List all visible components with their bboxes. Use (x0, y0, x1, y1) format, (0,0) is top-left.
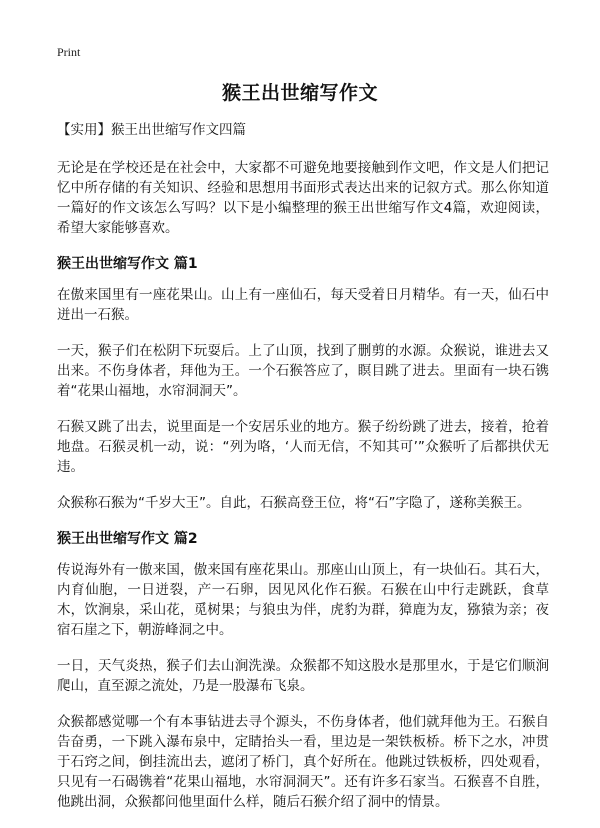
intro-paragraph: 无论是在学校还是在社会中，大家都不可避免地要接触到作文吧，作文是人们把记忆中所存储的有关知识、经验和思想用书面形式表达出来的记叙方式。那么你知道一篇好的作文该怎么写吗？以下是小编整理的猴王出世缩写作文4篇，欢迎阅读，希望大家能够喜欢。 (57, 160, 549, 236)
page-title: 猴王出世缩写作文 (221, 82, 378, 104)
print-link[interactable]: Print (57, 45, 81, 59)
section-paragraph: 传说海外有一傲来国，傲来国有座花果山。那座山山顶上，有一块仙石。其石大，内育仙胞，一日迸裂，产一石卵，因见风化作石猴。石猴在山中行走跳跃，食草木，饮涧泉，采山花，觅树果；与狼虫为伴，虎豹为群，獐鹿为友，猕猿为亲；夜宿石崖之下，朝游峰洞之中。 (57, 562, 549, 638)
section-heading: 猴王出世缩写作文 篇1 (57, 256, 198, 272)
article-body (57, 120, 549, 828)
section-paragraph: 一天，猴子们在松阴下玩耍后。上了山顶，找到了删剪的水源。众猴说，谁进去又出来。不伤身体者，拜他为王。一个石猴答应了，瞑目跳了进去。里面有一块石镌着“花果山福地，水帘洞洞天”。 (57, 343, 549, 399)
section-paragraph: 一日，天气炎热，猴子们去山涧洗澡。众猴都不知这股水是那里水，于是它们顺涧爬山，直至源之流处，乃是一股瀑布飞泉。 (57, 658, 549, 694)
section-2 (57, 529, 549, 812)
article-tag-line: 【实用】猴王出世缩写作文四篇 (57, 122, 246, 138)
section-heading: 猴王出世缩写作文 篇2 (57, 531, 198, 547)
section-paragraph: 众猴都感觉哪一个有本事钻进去寻个源头，不伤身体者，他们就拜他为王。石猴自告奋勇，一下跳入瀑布泉中，定睛抬头一看，里边是一架铁板桥。桥下之水，冲贯于石窍之间，倒挂流出去，遮闭了桥门，真个好所在。他跳过铁板桥，四处观看，只见有一石碣镌着“花果山福地，水帘洞洞天”。还有许多石家当。石猴喜不自胜，他跳出洞，众猴都问他里面什么样，随后石猴介绍了洞中的情景。 (57, 714, 549, 810)
section-paragraph: 石猴又跳了出去，说里面是一个安居乐业的地方。猴子纷纷跳了进去，接着，抢着地盘。石猴灵机一动，说：“列为咯，‘人而无信，不知其可’”众猴听了后都拱伏无违。 (57, 419, 549, 475)
section-paragraph: 在傲来国里有一座花果山。山上有一座仙石，每天受着日月精华。有一天，仙石中迸出一石猴。 (57, 287, 549, 323)
section-paragraph: 众猴称石猴为“千岁大王”。自此，石猴高登王位，将“石”字隐了，遂称美猴王。 (57, 495, 531, 511)
section-1 (57, 254, 549, 513)
